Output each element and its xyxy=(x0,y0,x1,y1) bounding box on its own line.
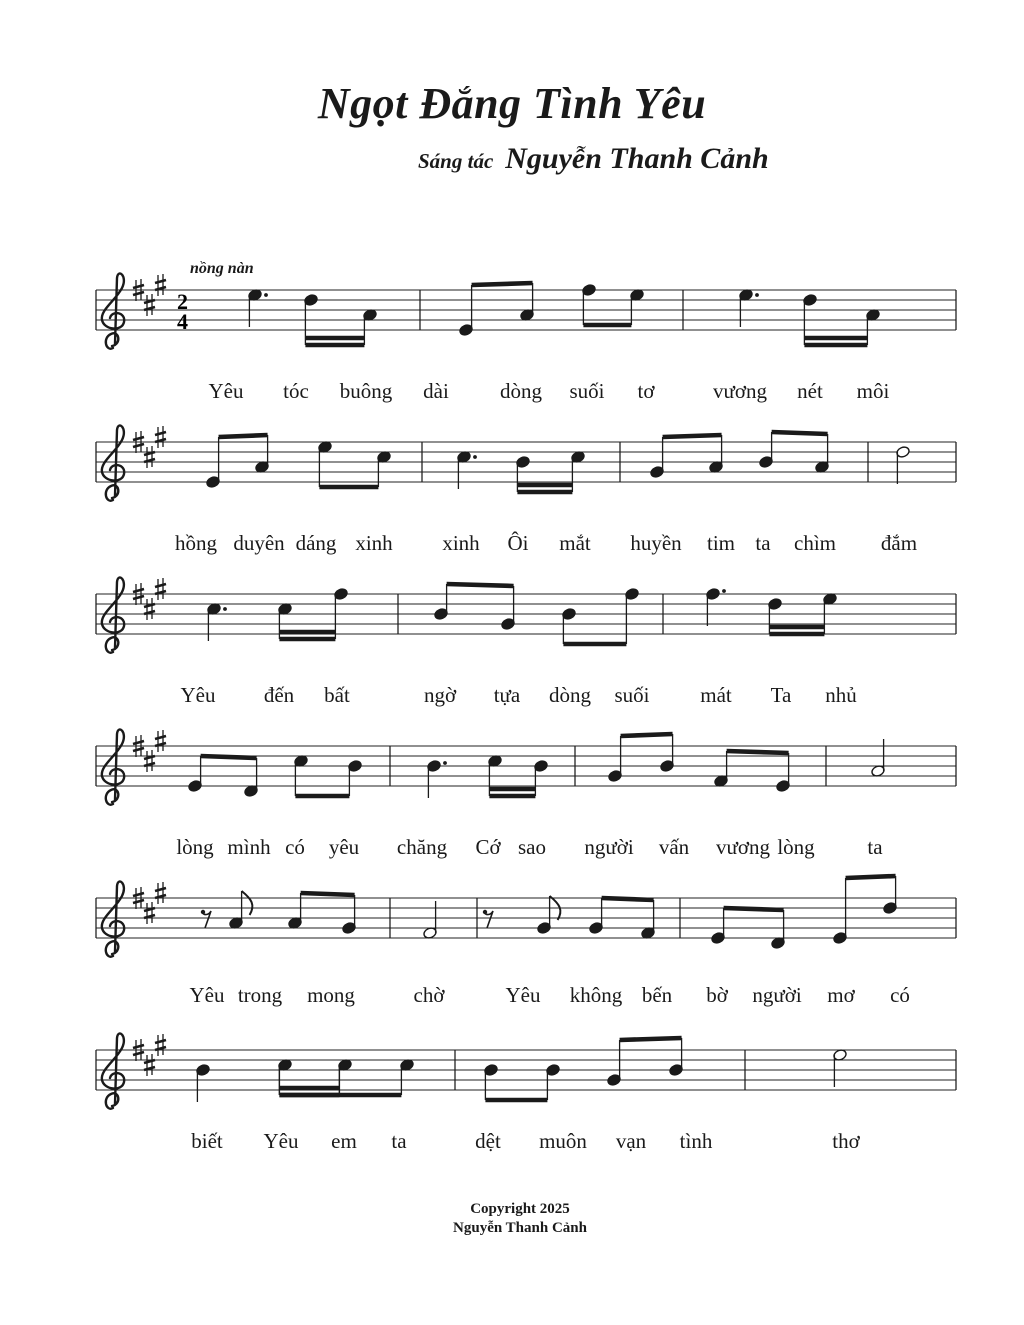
dot xyxy=(264,293,268,297)
composer-name: Nguyễn Thanh Cảnh xyxy=(505,142,769,175)
lyric-word: Yêu xyxy=(208,379,244,403)
treble-clef xyxy=(102,1033,124,1108)
lyric-word: trong xyxy=(237,983,283,1007)
lyric-word: chìm xyxy=(794,531,836,555)
note-beam xyxy=(447,584,514,586)
note-beam xyxy=(602,898,654,900)
note-beam xyxy=(772,432,828,434)
lyric-word: hồng xyxy=(175,531,217,555)
lyric-word: đắm xyxy=(880,531,918,555)
lyric-word: xinh xyxy=(355,531,393,555)
note-beam xyxy=(621,734,673,736)
treble-clef xyxy=(102,577,124,652)
lyric-word: ngờ xyxy=(423,683,457,707)
lyric-word: tim xyxy=(706,531,736,555)
note-beam xyxy=(219,435,268,437)
sharp-sign xyxy=(144,446,155,468)
lyric-word: Ta xyxy=(770,683,792,707)
rest-dot xyxy=(201,910,205,914)
sharp-sign xyxy=(144,598,155,620)
treble-clef xyxy=(102,273,124,348)
staff-system xyxy=(96,273,956,403)
lyric-word: duyên xyxy=(233,531,285,555)
staff-system xyxy=(96,876,956,1007)
copyright-line: Copyright 2025 xyxy=(470,1201,570,1217)
note-beam xyxy=(724,908,784,910)
time-signature-top: 2 xyxy=(177,289,188,314)
lyric-word: môi xyxy=(856,379,890,403)
lyric-word: tình xyxy=(679,1129,713,1153)
lyric-word: vương xyxy=(716,835,770,859)
dot xyxy=(223,607,227,611)
lyric-word: bến xyxy=(641,983,673,1007)
dot xyxy=(722,589,726,593)
lyric-word: nhủ xyxy=(825,683,857,707)
lyric-word: suối xyxy=(614,683,650,707)
lyric-word: nét xyxy=(797,379,823,403)
lyric-word: không xyxy=(569,983,623,1007)
treble-clef xyxy=(102,425,124,500)
sharp-sign xyxy=(144,294,155,316)
staff-system xyxy=(96,577,956,707)
sharp-sign xyxy=(144,1054,155,1076)
lyric-word: người xyxy=(584,835,634,859)
lyric-word: mơ xyxy=(827,983,855,1007)
lyric-word: vấn xyxy=(658,835,690,859)
lyric-word: chờ xyxy=(413,983,445,1007)
tempo-marking: nồng nàn xyxy=(190,260,254,277)
treble-clef xyxy=(102,729,124,804)
note-beam xyxy=(472,283,533,285)
lyric-word: có xyxy=(285,835,305,859)
staff-system xyxy=(96,1033,956,1153)
lyric-word: xinh xyxy=(442,531,480,555)
lyric-word: tóc xyxy=(283,379,309,403)
lyric-word: ta xyxy=(755,531,771,555)
lyric-word: lòng xyxy=(777,835,815,859)
sharp-sign xyxy=(155,578,166,600)
note-beam xyxy=(727,751,789,753)
lyric-word: muôn xyxy=(539,1129,587,1153)
lyric-word: Ôi xyxy=(507,531,529,555)
sharp-sign xyxy=(155,426,166,448)
dot xyxy=(473,455,477,459)
treble-clef xyxy=(102,881,124,956)
copyright-author: Nguyễn Thanh Cảnh xyxy=(453,1220,587,1236)
copyright-block xyxy=(0,1200,1024,1238)
lyric-word: dài xyxy=(423,379,449,403)
lyric-word: buông xyxy=(339,379,393,403)
lyric-word: ta xyxy=(867,835,883,859)
lyric-word: Yêu xyxy=(263,1129,299,1153)
lyric-word: huyền xyxy=(630,531,682,555)
lyric-word: mong xyxy=(307,983,355,1007)
lyric-word: bờ xyxy=(706,983,728,1007)
lyric-word: dòng xyxy=(549,683,591,707)
lyric-word: biết xyxy=(191,1129,223,1153)
lyric-word: tơ xyxy=(637,379,655,403)
lyric-word: Yêu xyxy=(505,983,541,1007)
lyric-word: vương xyxy=(713,379,767,403)
lyric-word: lòng xyxy=(176,835,214,859)
song-title: Ngọt Đắng Tình Yêu xyxy=(317,79,707,128)
sharp-sign xyxy=(155,882,166,904)
sharp-sign xyxy=(155,730,166,752)
rest-dot xyxy=(483,910,487,914)
lyric-word: bất xyxy=(324,683,350,707)
dot xyxy=(755,293,759,297)
lyric-word: suối xyxy=(569,379,605,403)
sharp-sign xyxy=(144,902,155,924)
lyric-word: sao xyxy=(518,835,546,859)
lyric-word: có xyxy=(890,983,910,1007)
composer-label: Sáng tác xyxy=(418,149,494,173)
lyric-word: ta xyxy=(391,1129,407,1153)
lyric-word: dệt xyxy=(475,1129,501,1153)
lyric-word: đến xyxy=(263,683,295,707)
note-beam xyxy=(620,1038,682,1040)
lyric-word: mình xyxy=(227,835,271,859)
lyric-word: dòng xyxy=(500,379,542,403)
sharp-sign xyxy=(155,1034,166,1056)
lyric-word: thơ xyxy=(832,1129,860,1153)
time-signature-bottom: 4 xyxy=(177,309,188,334)
staff-system xyxy=(96,425,956,555)
lyric-word: Yêu xyxy=(180,683,216,707)
lyric-word: mát xyxy=(700,683,732,707)
lyric-word: tựa xyxy=(493,683,521,707)
sharp-sign xyxy=(155,274,166,296)
note-flag xyxy=(242,891,253,915)
note-beam xyxy=(301,893,355,895)
staff-system xyxy=(96,729,956,859)
lyric-word: dáng xyxy=(295,531,337,555)
lyric-word: em xyxy=(331,1129,357,1153)
note-beam xyxy=(846,876,896,878)
lyric-word: mắt xyxy=(559,531,591,555)
lyric-word: Cớ xyxy=(475,835,501,859)
lyric-word: người xyxy=(752,983,802,1007)
note-beam xyxy=(201,756,257,758)
lyric-word: yêu xyxy=(328,835,360,859)
sharp-sign xyxy=(144,750,155,772)
dot xyxy=(443,761,447,765)
lyric-word: Yêu xyxy=(189,983,225,1007)
note-beam xyxy=(663,435,722,437)
lyric-word: vạn xyxy=(615,1129,647,1153)
lyric-word: chăng xyxy=(396,835,448,859)
